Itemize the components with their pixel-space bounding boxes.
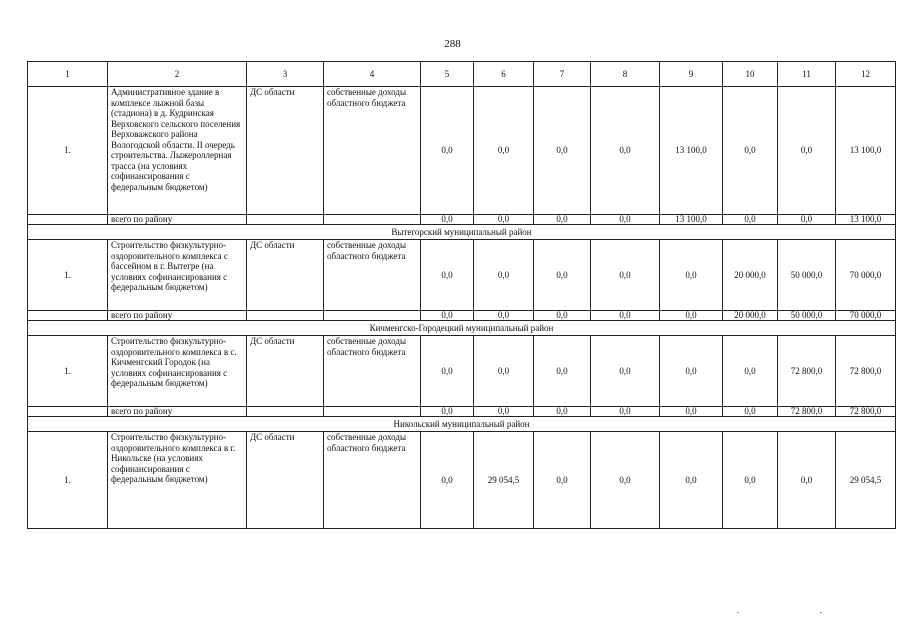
total-value: 0,0: [421, 311, 474, 321]
value-cell: 29 054,5: [474, 432, 534, 529]
district-title: Никольский муниципальный район: [28, 417, 896, 432]
value-cell: 0,0: [534, 240, 591, 311]
value-cell: 0,0: [778, 87, 836, 215]
total-label: всего по району: [108, 311, 247, 321]
value-cell: 0,0: [421, 432, 474, 529]
column-header: 8: [591, 62, 660, 87]
object-name: Строительство физкультурно-оздоровительного комплекса в г. Никольске (на условиях софинансирования с федеральным бюджетом): [108, 432, 247, 529]
row-index: 1.: [28, 240, 108, 311]
budget-table: [27, 61, 896, 529]
value-cell: 0,0: [474, 87, 534, 215]
total-value: 20 000,0: [723, 311, 778, 321]
funding-recipient: ДС области: [247, 432, 324, 529]
blank-cell: [28, 311, 108, 321]
object-name: Строительство физкультурно-оздоровительного комплекса в с. Кичменгский Городок (на условиях софинансирования с федеральным бюджетом): [108, 336, 247, 407]
funding-recipient: ДС области: [247, 87, 324, 215]
value-cell: 0,0: [723, 336, 778, 407]
total-value: 72 800,0: [836, 407, 896, 417]
total-value: 70 000,0: [836, 311, 896, 321]
total-value: 0,0: [591, 215, 660, 225]
column-header: 7: [534, 62, 591, 87]
funding-source: собственные доходы областного бюджета: [324, 336, 421, 407]
district-header-row: [28, 321, 896, 336]
scan-speck: [737, 612, 739, 613]
total-value: 0,0: [591, 407, 660, 417]
district-header-row: [28, 225, 896, 240]
table-row: [28, 432, 896, 529]
total-value: 50 000,0: [778, 311, 836, 321]
value-cell: 13 100,0: [660, 87, 723, 215]
column-header: 11: [778, 62, 836, 87]
table-row: [28, 336, 896, 407]
district-total-row: [28, 311, 896, 321]
total-label: всего по району: [108, 215, 247, 225]
total-value: 72 800,0: [778, 407, 836, 417]
value-cell: 0,0: [474, 240, 534, 311]
district-total-row: [28, 407, 896, 417]
blank-cell: [324, 407, 421, 417]
value-cell: 0,0: [421, 87, 474, 215]
column-header: 1: [28, 62, 108, 87]
table-row: [28, 240, 896, 311]
value-cell: 0,0: [534, 87, 591, 215]
object-name: Строительство физкультурно-оздоровительного комплекса с бассейном в г. Вытегре (на условиях софинансирования с федеральным бюджетом): [108, 240, 247, 311]
row-index: 1.: [28, 87, 108, 215]
value-cell: 0,0: [534, 336, 591, 407]
district-total-row: [28, 215, 896, 225]
total-value: 0,0: [474, 407, 534, 417]
value-cell: 0,0: [591, 240, 660, 311]
value-cell: 0,0: [660, 336, 723, 407]
value-cell: 72 800,0: [836, 336, 896, 407]
funding-source: собственные доходы областного бюджета: [324, 87, 421, 215]
total-value: 0,0: [534, 407, 591, 417]
total-value: 0,0: [778, 215, 836, 225]
total-value: 0,0: [474, 215, 534, 225]
value-cell: 0,0: [421, 240, 474, 311]
blank-cell: [247, 407, 324, 417]
value-cell: 50 000,0: [778, 240, 836, 311]
total-value: 0,0: [591, 311, 660, 321]
total-value: 0,0: [660, 311, 723, 321]
column-header: 9: [660, 62, 723, 87]
object-name: Административное здание в комплексе лыжной базы (стадиона) в д. Кудринская Верховского сельского поселения Верховажского района Вологодской области. II очередь строительства. Лыжероллерная трасса (на условиях софинансирования с федеральным бюджетом): [108, 87, 247, 215]
total-value: 0,0: [534, 215, 591, 225]
district-header-row: [28, 417, 896, 432]
page-number: 288: [444, 38, 461, 50]
column-header: 2: [108, 62, 247, 87]
total-label: всего по району: [108, 407, 247, 417]
blank-cell: [324, 311, 421, 321]
value-cell: 0,0: [778, 432, 836, 529]
value-cell: 0,0: [660, 240, 723, 311]
funding-source: собственные доходы областного бюджета: [324, 240, 421, 311]
total-value: 0,0: [421, 407, 474, 417]
value-cell: 72 800,0: [778, 336, 836, 407]
column-header: 3: [247, 62, 324, 87]
total-value: 0,0: [474, 311, 534, 321]
district-title: Вытегорский муниципальный район: [28, 225, 896, 240]
value-cell: 0,0: [421, 336, 474, 407]
blank-cell: [28, 215, 108, 225]
total-value: 0,0: [660, 407, 723, 417]
header-row: [28, 62, 896, 87]
total-value: 0,0: [534, 311, 591, 321]
blank-cell: [247, 311, 324, 321]
total-value: 0,0: [723, 215, 778, 225]
value-cell: 0,0: [723, 432, 778, 529]
row-index: 1.: [28, 432, 108, 529]
total-value: 13 100,0: [836, 215, 896, 225]
total-value: 13 100,0: [660, 215, 723, 225]
blank-cell: [324, 215, 421, 225]
column-header: 5: [421, 62, 474, 87]
value-cell: 0,0: [474, 336, 534, 407]
blank-cell: [247, 215, 324, 225]
value-cell: 0,0: [660, 432, 723, 529]
column-header: 6: [474, 62, 534, 87]
blank-cell: [28, 407, 108, 417]
scan-speck: [820, 612, 822, 613]
value-cell: 70 000,0: [836, 240, 896, 311]
row-index: 1.: [28, 336, 108, 407]
column-header: 10: [723, 62, 778, 87]
column-header: 12: [836, 62, 896, 87]
column-header: 4: [324, 62, 421, 87]
value-cell: 0,0: [723, 87, 778, 215]
value-cell: 0,0: [591, 336, 660, 407]
value-cell: 0,0: [591, 432, 660, 529]
value-cell: 0,0: [534, 432, 591, 529]
total-value: 0,0: [723, 407, 778, 417]
funding-source: собственные доходы областного бюджета: [324, 432, 421, 529]
value-cell: 0,0: [591, 87, 660, 215]
value-cell: 20 000,0: [723, 240, 778, 311]
district-title: Кичменгско-Городецкий муниципальный район: [28, 321, 896, 336]
total-value: 0,0: [421, 215, 474, 225]
funding-recipient: ДС области: [247, 240, 324, 311]
funding-recipient: ДС области: [247, 336, 324, 407]
value-cell: 13 100,0: [836, 87, 896, 215]
table-row: [28, 87, 896, 215]
value-cell: 29 054,5: [836, 432, 896, 529]
